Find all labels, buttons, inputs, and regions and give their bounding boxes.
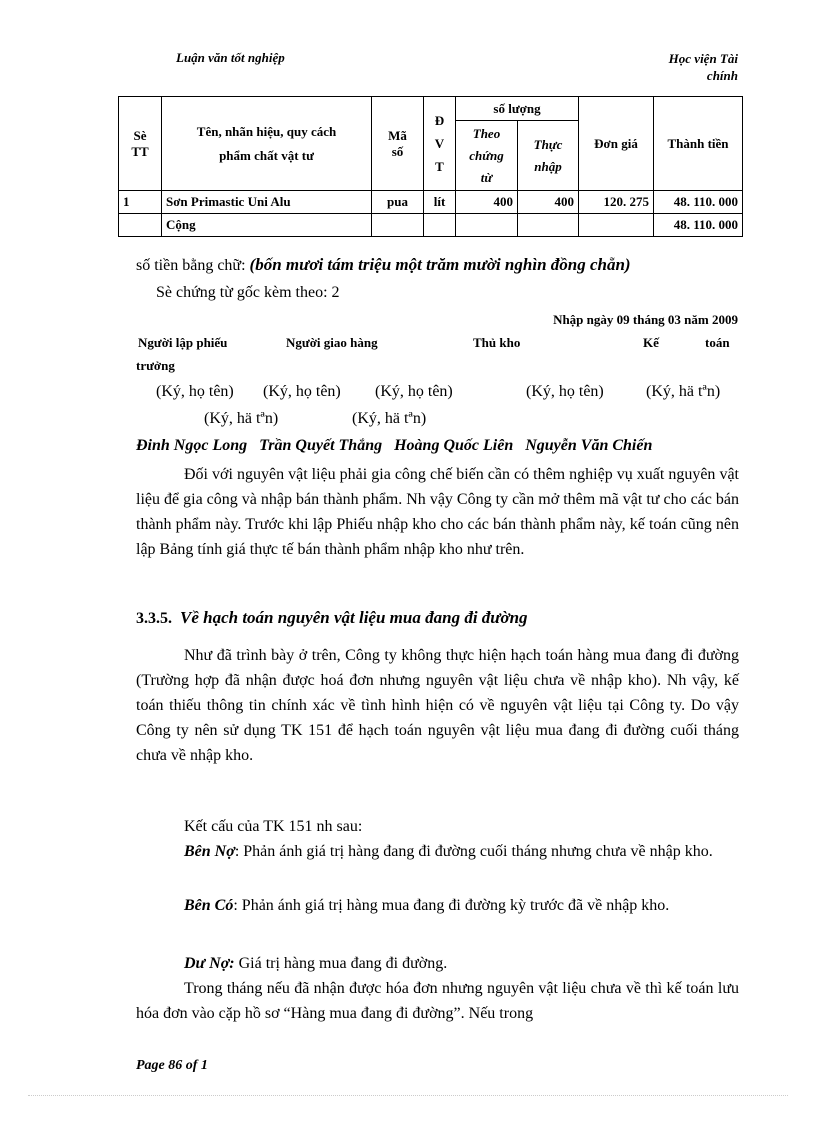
cell-empty <box>518 214 579 237</box>
cell-qty-real: 400 <box>518 191 579 214</box>
header-right-line1: Học viện Tài <box>668 51 738 66</box>
cell-code: pua <box>372 191 424 214</box>
table-row <box>119 191 743 214</box>
cell-qty-doc: 400 <box>456 191 518 214</box>
receipt-table <box>118 96 743 237</box>
th-qty-doc: Theo chứng từ <box>456 121 518 191</box>
sign-note: (Ký, hä tªn) <box>352 410 427 427</box>
cell-total-label: Cộng <box>162 214 372 237</box>
sign-note: (Ký, hä tªn) <box>646 383 721 400</box>
paragraph-3: Kết cấu của TK 151 nh sau: <box>184 818 363 835</box>
cell-total-amount: 48. 110. 000 <box>654 214 743 237</box>
cell-name: Sơn Primastic Uni Alu <box>162 191 372 214</box>
signer-deliverer: Người giao hàng <box>286 335 378 350</box>
sign-note: (Ký, họ tên) <box>375 383 453 400</box>
sign-note: (Ký, họ tên) <box>156 383 234 400</box>
cell-empty <box>424 214 456 237</box>
th-price: Đơn giá <box>579 97 654 191</box>
ben-co: Bên Có: Phản ánh giá trị hàng mua đang đi đường kỳ trước đã về nhập kho. <box>184 897 670 914</box>
signer-accountant-b: toán <box>705 335 730 350</box>
cell-stt: 1 <box>119 191 162 214</box>
section-title: Về hạch toán nguyên vật liệu mua đang đi đường <box>180 608 528 627</box>
date-line: Nhập ngày 09 tháng 03 năm 2009 <box>553 312 738 327</box>
signer-names: Đinh Ngọc Long Trần Quyết Thắng Hoàng Quốc Liên Nguyễn Văn Chiến <box>136 437 653 454</box>
cell-price: 120. 275 <box>579 191 654 214</box>
header-left: Luận văn tốt nghiệp <box>176 50 285 65</box>
th-code: Mã số <box>372 97 424 191</box>
page-bottom-divider <box>28 1095 788 1096</box>
page-footer: Page 86 of 1 <box>136 1058 208 1073</box>
signer-accountant-c: trưởng <box>136 358 175 373</box>
header-right-line2: chính <box>706 68 738 83</box>
cell-empty <box>456 214 518 237</box>
ben-no: Bên Nợ: Phản ánh giá trị hàng đang đi đường cuối tháng nhưng chưa về nhập kho. <box>184 843 713 860</box>
th-qty-real: Thực nhập <box>518 121 579 191</box>
sign-note: (Ký, họ tên) <box>526 383 604 400</box>
cell-empty <box>372 214 424 237</box>
th-stt: Sè TT <box>119 97 162 191</box>
th-amount: Thành tiền <box>654 97 743 191</box>
cell-amount: 48. 110. 000 <box>654 191 743 214</box>
cell-empty <box>579 214 654 237</box>
signer-preparer: Người lập phiếu <box>138 335 228 350</box>
header-right <box>560 50 738 84</box>
sign-note: (Ký, họ tên) <box>263 383 341 400</box>
du-no: Dư Nợ: Giá trị hàng mua đang đi đường. <box>184 955 448 972</box>
signer-storekeeper: Thủ kho <box>473 335 521 350</box>
section-heading <box>136 608 528 628</box>
table-total-row <box>119 214 743 237</box>
th-name: Tên, nhãn hiệu, quy cách phẩm chất vật tư <box>162 97 372 191</box>
cell-unit: lít <box>424 191 456 214</box>
signer-accountant-a: Kế <box>643 335 659 350</box>
th-qty: số lượng <box>456 97 579 121</box>
paragraph-2: Như đã trình bày ở trên, Công ty không thực hiện hạch toán hàng mua đang đi đường (Trường hợp đã nhận được hoá đơn nhưng nguyên vật liệu chưa về nhập kho). Nh vậy, kế toán thiếu thông tin chính xác về tình hình hiện có về nguyên vật liệu tại Công ty. Do vậy Công ty nên sử dụng TK 151 để hạch toán nguyên vật liệu mua đang đi đường cuối tháng chưa về nhập kho. <box>136 647 739 764</box>
amount-in-words: số tiền bằng chữ: (bốn mươi tám triệu một trăm mười nghìn đồng chẵn) <box>136 255 631 274</box>
sign-note: (Ký, hä tªn) <box>204 410 279 427</box>
cell-empty <box>119 214 162 237</box>
paragraph-4: Trong tháng nếu đã nhận được hóa đơn nhưng nguyên vật liệu chưa về thì kế toán lưu hóa đơn vào cặp hồ sơ “Hàng mua đang đi đường”. Nếu trong <box>136 980 739 1022</box>
th-unit: Đ V T <box>424 97 456 191</box>
paragraph-1: Đối với nguyên vật liệu phải gia công chế biến cần có thêm nghiệp vụ xuất nguyên vật liệu để gia công và nhập bán thành phẩm. Nh vậy Công ty cần mở thêm mã vật tư cho các bán thành phẩm này. Trước khi lập Phiếu nhập kho cho các bán thành phẩm này, kế toán cũng nên lập Bảng tính giá thực tế bán thành phẩm nhập kho như trên. <box>136 466 739 558</box>
attached-docs: Sè chứng từ gốc kèm theo: 2 <box>156 284 340 301</box>
section-number: 3.3.5. <box>136 610 172 627</box>
